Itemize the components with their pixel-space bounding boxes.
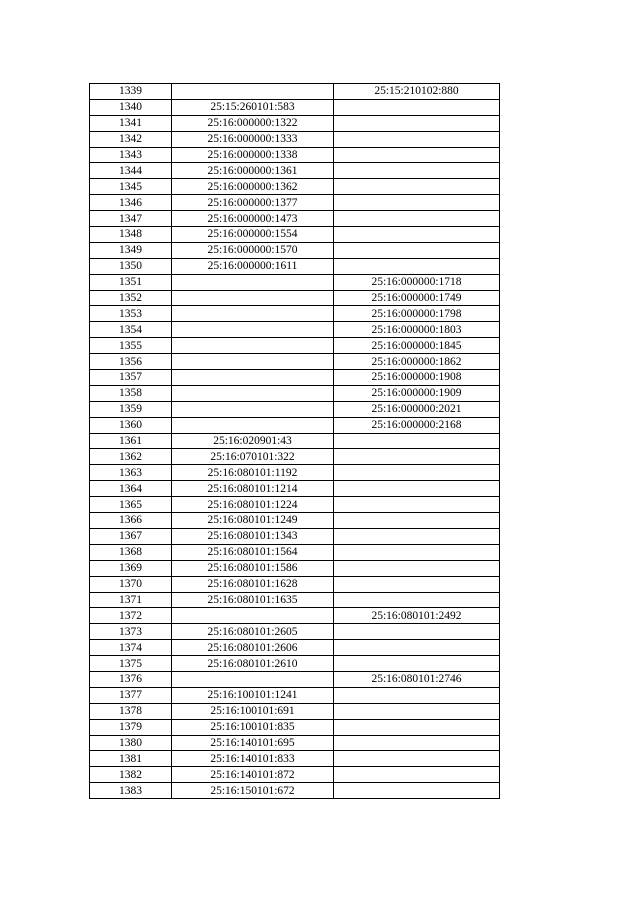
cadastral-number-cell: [172, 608, 334, 624]
cadastral-number-cell: 25:16:150101:672: [172, 783, 334, 799]
row-number-cell: 1352: [90, 290, 172, 306]
row-number-cell: 1377: [90, 687, 172, 703]
cadastral-number-alt-cell: [334, 528, 500, 544]
table-row: [90, 401, 500, 417]
table-row: [90, 528, 500, 544]
table-row: [90, 370, 500, 386]
cadastral-number-alt-cell: [334, 242, 500, 258]
cadastral-number-alt-cell: 25:16:000000:1862: [334, 354, 500, 370]
cadastral-number-cell: 25:16:140101:695: [172, 735, 334, 751]
cadastral-number-alt-cell: [334, 258, 500, 274]
table-row: [90, 687, 500, 703]
table-row: [90, 179, 500, 195]
cadastral-number-alt-cell: [334, 433, 500, 449]
row-number-cell: 1380: [90, 735, 172, 751]
row-number-cell: 1339: [90, 84, 172, 100]
table-row: [90, 783, 500, 799]
table-row: [90, 608, 500, 624]
table-row: [90, 640, 500, 656]
cadastral-number-cell: [172, 417, 334, 433]
table-row: [90, 624, 500, 640]
row-number-cell: 1378: [90, 703, 172, 719]
cadastral-number-alt-cell: [334, 163, 500, 179]
cadastral-number-alt-cell: [334, 624, 500, 640]
cadastral-number-cell: 25:16:020901:43: [172, 433, 334, 449]
table-row: [90, 274, 500, 290]
row-number-cell: 1344: [90, 163, 172, 179]
cadastral-number-alt-cell: [334, 131, 500, 147]
cadastral-number-alt-cell: [334, 115, 500, 131]
cadastral-number-cell: 25:16:140101:872: [172, 767, 334, 783]
row-number-cell: 1379: [90, 719, 172, 735]
table-row: [90, 258, 500, 274]
table-row: [90, 322, 500, 338]
cadastral-number-cell: 25:16:080101:1214: [172, 481, 334, 497]
cadastral-number-cell: 25:16:100101:691: [172, 703, 334, 719]
cadastral-number-alt-cell: 25:16:000000:1803: [334, 322, 500, 338]
row-number-cell: 1340: [90, 99, 172, 115]
cadastral-number-alt-cell: 25:16:080101:2746: [334, 671, 500, 687]
table-row: [90, 449, 500, 465]
cadastral-number-cell: 25:16:000000:1361: [172, 163, 334, 179]
table-row: [90, 751, 500, 767]
cadastral-number-alt-cell: 25:16:000000:1798: [334, 306, 500, 322]
cadastral-number-cell: [172, 306, 334, 322]
cadastral-number-cell: 25:16:080101:1586: [172, 560, 334, 576]
row-number-cell: 1363: [90, 465, 172, 481]
cadastral-number-cell: [172, 322, 334, 338]
cadastral-number-alt-cell: [334, 592, 500, 608]
table-row: [90, 227, 500, 243]
cadastral-number-alt-cell: [334, 751, 500, 767]
cadastral-number-alt-cell: [334, 497, 500, 513]
row-number-cell: 1341: [90, 115, 172, 131]
cadastral-number-alt-cell: [334, 513, 500, 529]
row-number-cell: 1365: [90, 497, 172, 513]
row-number-cell: 1366: [90, 513, 172, 529]
cadastral-number-alt-cell: [334, 560, 500, 576]
row-number-cell: 1360: [90, 417, 172, 433]
row-number-cell: 1353: [90, 306, 172, 322]
cadastral-number-alt-cell: [334, 147, 500, 163]
row-number-cell: 1364: [90, 481, 172, 497]
cadastral-number-cell: 25:16:080101:1628: [172, 576, 334, 592]
cadastral-number-cell: [172, 274, 334, 290]
row-number-cell: 1382: [90, 767, 172, 783]
cadastral-number-cell: 25:16:000000:1362: [172, 179, 334, 195]
cadastral-number-cell: 25:16:080101:1224: [172, 497, 334, 513]
table-row: [90, 576, 500, 592]
cadastral-number-alt-cell: [334, 767, 500, 783]
row-number-cell: 1369: [90, 560, 172, 576]
cadastral-number-cell: 25:16:080101:1249: [172, 513, 334, 529]
cadastral-number-cell: 25:16:000000:1570: [172, 242, 334, 258]
table-row: [90, 354, 500, 370]
cadastral-number-table: [89, 83, 500, 799]
cadastral-number-cell: 25:16:080101:1343: [172, 528, 334, 544]
table-row: [90, 163, 500, 179]
cadastral-number-cell: [172, 290, 334, 306]
cadastral-number-cell: 25:16:000000:1322: [172, 115, 334, 131]
row-number-cell: 1354: [90, 322, 172, 338]
cadastral-number-cell: 25:16:000000:1473: [172, 211, 334, 227]
cadastral-number-cell: [172, 385, 334, 401]
cadastral-number-cell: 25:16:000000:1554: [172, 227, 334, 243]
table-row: [90, 242, 500, 258]
cadastral-number-cell: [172, 84, 334, 100]
row-number-cell: 1361: [90, 433, 172, 449]
row-number-cell: 1370: [90, 576, 172, 592]
row-number-cell: 1373: [90, 624, 172, 640]
cadastral-number-cell: 25:16:140101:833: [172, 751, 334, 767]
table-row: [90, 592, 500, 608]
cadastral-number-alt-cell: [334, 719, 500, 735]
cadastral-number-cell: 25:16:080101:2610: [172, 656, 334, 672]
table-row: [90, 560, 500, 576]
cadastral-number-alt-cell: [334, 656, 500, 672]
cadastral-number-alt-cell: 25:16:000000:1845: [334, 338, 500, 354]
row-number-cell: 1368: [90, 544, 172, 560]
cadastral-number-alt-cell: 25:16:080101:2492: [334, 608, 500, 624]
table-row: [90, 703, 500, 719]
cadastral-number-cell: 25:16:100101:1241: [172, 687, 334, 703]
cadastral-number-alt-cell: [334, 735, 500, 751]
cadastral-number-alt-cell: 25:16:000000:1908: [334, 370, 500, 386]
cadastral-number-cell: [172, 370, 334, 386]
table-row: [90, 656, 500, 672]
cadastral-number-alt-cell: [334, 99, 500, 115]
row-number-cell: 1374: [90, 640, 172, 656]
table-body: [90, 84, 500, 799]
cadastral-number-alt-cell: [334, 449, 500, 465]
row-number-cell: 1357: [90, 370, 172, 386]
row-number-cell: 1376: [90, 671, 172, 687]
row-number-cell: 1345: [90, 179, 172, 195]
cadastral-number-cell: 25:16:080101:1635: [172, 592, 334, 608]
cadastral-number-alt-cell: 25:16:000000:2168: [334, 417, 500, 433]
row-number-cell: 1347: [90, 211, 172, 227]
row-number-cell: 1355: [90, 338, 172, 354]
table-row: [90, 195, 500, 211]
row-number-cell: 1381: [90, 751, 172, 767]
cadastral-number-alt-cell: [334, 465, 500, 481]
row-number-cell: 1362: [90, 449, 172, 465]
cadastral-number-alt-cell: [334, 640, 500, 656]
table-row: [90, 544, 500, 560]
cadastral-number-alt-cell: [334, 783, 500, 799]
table-row: [90, 433, 500, 449]
row-number-cell: 1358: [90, 385, 172, 401]
table-row: [90, 99, 500, 115]
cadastral-number-alt-cell: 25:16:000000:1718: [334, 274, 500, 290]
cadastral-number-alt-cell: [334, 544, 500, 560]
cadastral-number-alt-cell: [334, 195, 500, 211]
table-row: [90, 417, 500, 433]
table-row: [90, 719, 500, 735]
table-row: [90, 735, 500, 751]
cadastral-number-alt-cell: [334, 227, 500, 243]
table-row: [90, 115, 500, 131]
cadastral-number-cell: 25:16:080101:2606: [172, 640, 334, 656]
cadastral-number-cell: 25:16:000000:1377: [172, 195, 334, 211]
row-number-cell: 1383: [90, 783, 172, 799]
table-row: [90, 671, 500, 687]
table-row: [90, 385, 500, 401]
row-number-cell: 1349: [90, 242, 172, 258]
cadastral-number-cell: 25:15:260101:583: [172, 99, 334, 115]
cadastral-number-cell: 25:16:000000:1611: [172, 258, 334, 274]
row-number-cell: 1356: [90, 354, 172, 370]
cadastral-number-alt-cell: [334, 179, 500, 195]
table-row: [90, 211, 500, 227]
cadastral-number-cell: [172, 354, 334, 370]
table-row: [90, 84, 500, 100]
cadastral-number-alt-cell: 25:15:210102:880: [334, 84, 500, 100]
cadastral-number-cell: 25:16:000000:1333: [172, 131, 334, 147]
cadastral-number-cell: 25:16:000000:1338: [172, 147, 334, 163]
table-row: [90, 290, 500, 306]
row-number-cell: 1371: [90, 592, 172, 608]
cadastral-number-alt-cell: 25:16:000000:1749: [334, 290, 500, 306]
cadastral-number-alt-cell: 25:16:000000:1909: [334, 385, 500, 401]
row-number-cell: 1346: [90, 195, 172, 211]
cadastral-number-cell: [172, 401, 334, 417]
row-number-cell: 1343: [90, 147, 172, 163]
cadastral-number-cell: 25:16:080101:1564: [172, 544, 334, 560]
table-row: [90, 306, 500, 322]
row-number-cell: 1350: [90, 258, 172, 274]
cadastral-number-alt-cell: [334, 687, 500, 703]
cadastral-number-alt-cell: [334, 703, 500, 719]
cadastral-number-alt-cell: [334, 481, 500, 497]
row-number-cell: 1342: [90, 131, 172, 147]
row-number-cell: 1367: [90, 528, 172, 544]
table-row: [90, 338, 500, 354]
cadastral-number-cell: 25:16:080101:2605: [172, 624, 334, 640]
cadastral-number-cell: [172, 338, 334, 354]
table-row: [90, 465, 500, 481]
cadastral-number-alt-cell: 25:16:000000:2021: [334, 401, 500, 417]
cadastral-number-cell: 25:16:070101:322: [172, 449, 334, 465]
row-number-cell: 1372: [90, 608, 172, 624]
cadastral-number-alt-cell: [334, 576, 500, 592]
cadastral-number-cell: 25:16:080101:1192: [172, 465, 334, 481]
table-row: [90, 131, 500, 147]
table-row: [90, 513, 500, 529]
row-number-cell: 1351: [90, 274, 172, 290]
table-row: [90, 497, 500, 513]
row-number-cell: 1348: [90, 227, 172, 243]
row-number-cell: 1359: [90, 401, 172, 417]
table-row: [90, 481, 500, 497]
row-number-cell: 1375: [90, 656, 172, 672]
table-row: [90, 147, 500, 163]
cadastral-number-cell: [172, 671, 334, 687]
cadastral-number-cell: 25:16:100101:835: [172, 719, 334, 735]
table-row: [90, 767, 500, 783]
cadastral-number-alt-cell: [334, 211, 500, 227]
